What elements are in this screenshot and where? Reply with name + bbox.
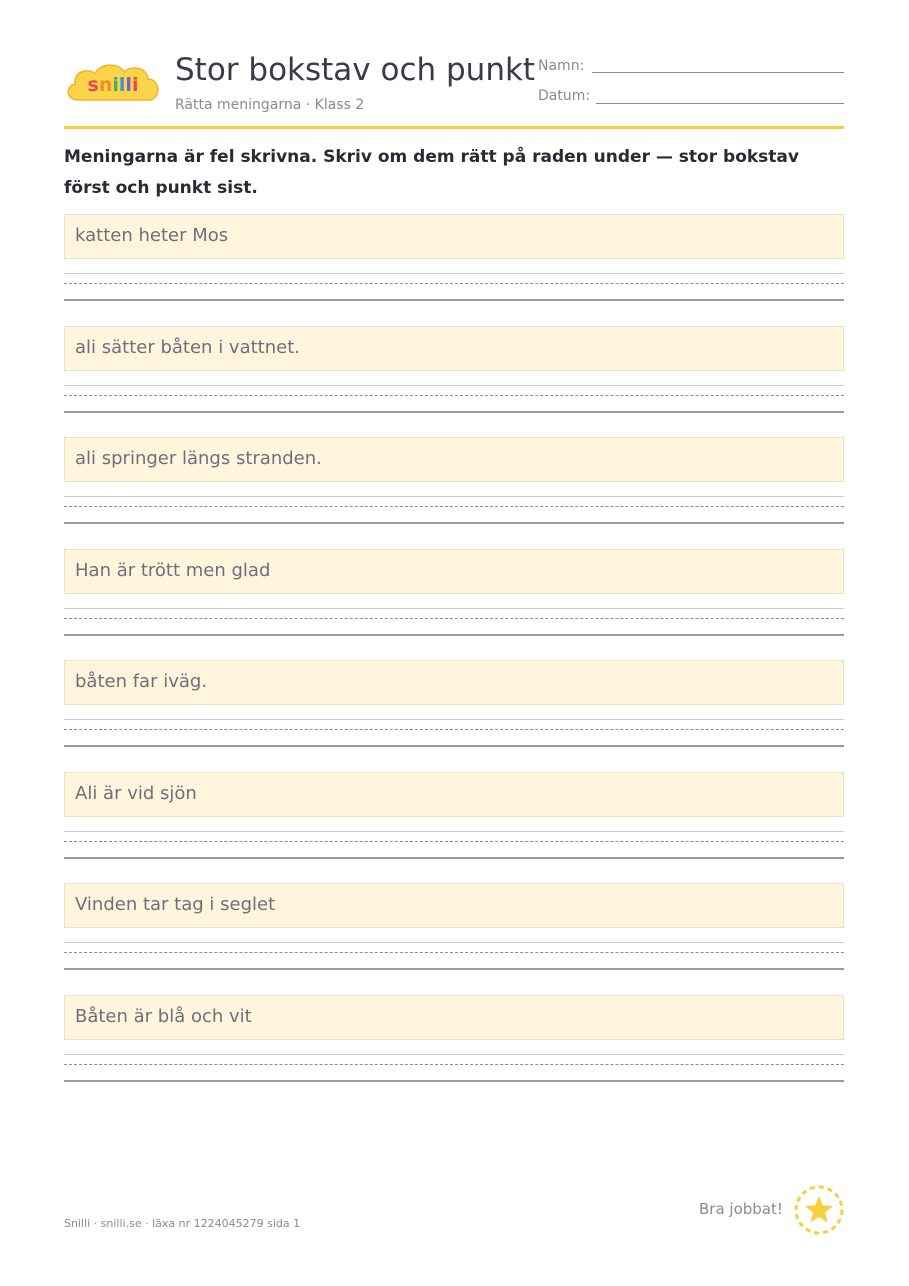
exercise-item xyxy=(64,883,844,987)
name-label: Namn: xyxy=(538,58,585,74)
writing-line-top xyxy=(64,273,844,274)
sentence-box xyxy=(64,326,844,371)
star-badge-icon xyxy=(793,1184,845,1236)
writing-line-top xyxy=(64,942,844,943)
exercise-item xyxy=(64,437,844,541)
exercise-item xyxy=(64,214,844,318)
sentence-text: Båten är blå och vit xyxy=(75,1006,252,1027)
writing-line-baseline[interactable] xyxy=(64,1080,844,1082)
page-title: Stor bokstav och punkt xyxy=(175,52,536,88)
writing-line-baseline[interactable] xyxy=(64,411,844,413)
footer-praise: Bra jobbat! xyxy=(699,1200,783,1218)
instructions: Meningarna är fel skrivna. Skriv om dem rätt på raden under — stor bokstav först och punkt sist. xyxy=(64,147,799,198)
writing-line-baseline[interactable] xyxy=(64,634,844,636)
sentence-box xyxy=(64,995,844,1040)
exercise-item xyxy=(64,326,844,430)
writing-line-dashed xyxy=(64,729,844,730)
writing-line-baseline[interactable] xyxy=(64,968,844,970)
sentence-text: Han är trött men glad xyxy=(75,560,271,581)
writing-line-baseline[interactable] xyxy=(64,299,844,301)
writing-line-dashed xyxy=(64,506,844,507)
writing-line-baseline[interactable] xyxy=(64,745,844,747)
sentence-box xyxy=(64,437,844,482)
writing-line-baseline[interactable] xyxy=(64,522,844,524)
sentence-box xyxy=(64,214,844,259)
writing-line-dashed xyxy=(64,283,844,284)
sentence-text: ali springer längs stranden. xyxy=(75,448,322,469)
sentence-text: Vinden tar tag i seglet xyxy=(75,894,276,915)
writing-line-top xyxy=(64,496,844,497)
sentence-text: ali sätter båten i vattnet. xyxy=(75,337,300,358)
writing-line-dashed xyxy=(64,952,844,953)
writing-line-top xyxy=(64,608,844,609)
writing-line-dashed xyxy=(64,841,844,842)
page-subtitle: Rätta meningarna · Klass 2 xyxy=(175,97,365,113)
svg-text:snilli: snilli xyxy=(87,74,139,96)
exercise-item xyxy=(64,549,844,653)
name-field-line[interactable] xyxy=(592,72,844,73)
writing-line-dashed xyxy=(64,1064,844,1065)
exercise-item xyxy=(64,660,844,764)
header-divider xyxy=(64,126,844,129)
sentence-text: båten far iväg. xyxy=(75,671,208,692)
exercise-item xyxy=(64,995,844,1099)
date-field-line[interactable] xyxy=(596,103,844,104)
sentence-box xyxy=(64,883,844,928)
snilli-cloud-logo-icon xyxy=(64,58,162,108)
writing-line-dashed xyxy=(64,618,844,619)
sentence-text: katten heter Mos xyxy=(75,225,229,246)
sentence-box xyxy=(64,772,844,817)
sentence-box xyxy=(64,549,844,594)
star-badge xyxy=(793,1184,845,1236)
writing-line-dashed xyxy=(64,395,844,396)
writing-line-top xyxy=(64,385,844,386)
sentence-box xyxy=(64,660,844,705)
writing-line-top xyxy=(64,831,844,832)
snilli-logo xyxy=(64,58,162,108)
exercise-item xyxy=(64,772,844,876)
writing-line-top xyxy=(64,719,844,720)
footer-info: Snilli · snilli.se · läxa nr 1224045279 sida 1 xyxy=(64,1217,301,1230)
sentence-text: Ali är vid sjön xyxy=(75,783,197,804)
writing-line-top xyxy=(64,1054,844,1055)
writing-line-baseline[interactable] xyxy=(64,857,844,859)
date-label: Datum: xyxy=(538,88,591,104)
